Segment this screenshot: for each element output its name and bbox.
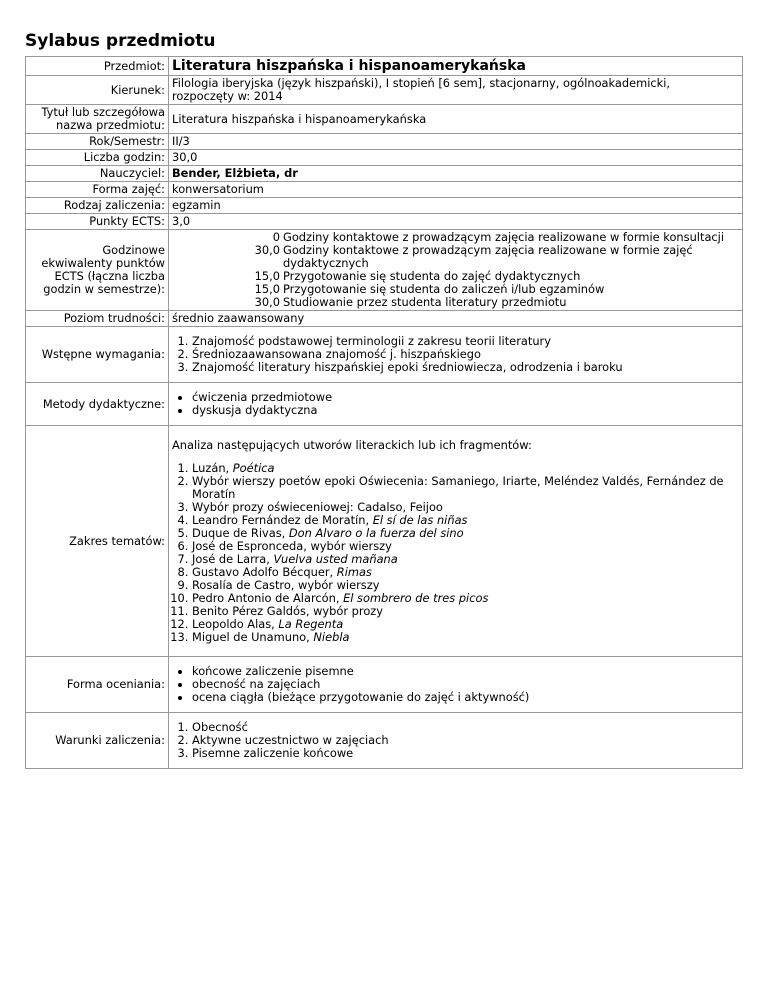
ects-item	[169, 296, 739, 309]
label-kierunek: Kierunek:	[26, 76, 169, 105]
row-forma-zajec	[26, 182, 743, 198]
row-oceniania	[26, 657, 743, 713]
row-poziom	[26, 311, 743, 327]
label-tytul	[26, 105, 169, 134]
ects-desc: Przygotowanie się studenta do zajęć dydaktycznych	[283, 269, 581, 283]
row-warunki	[26, 713, 743, 769]
label-rok: Rok/Semestr:	[26, 134, 169, 150]
value-zakres	[169, 426, 743, 657]
row-godzinowe	[26, 230, 743, 311]
wstepne-list	[172, 335, 739, 374]
value-warunki	[169, 713, 743, 769]
ects-hours: 15,0	[254, 269, 280, 283]
metody-list	[172, 391, 739, 417]
label-godzinowe	[26, 230, 169, 311]
value-kierunek	[169, 76, 743, 105]
list-item: 3. Wybór prozy oświeceniowej: Cadalso, Feijoo	[192, 501, 739, 514]
label-zakres: Zakres tematów:	[26, 426, 169, 657]
list-item: 12. Leopoldo Alas, La Regenta	[192, 618, 739, 631]
value-poziom: średnio zaawansowany	[169, 311, 743, 327]
label-forma-zajec: Forma zajęć:	[26, 182, 169, 198]
list-item: • ocena ciągła (bieżące przygotowanie do zajęć i aktywność)	[192, 691, 739, 704]
label-tytul-line1: Tytuł lub szczegółowa	[41, 105, 165, 119]
value-kierunek-line1: Filologia iberyjska (język hiszpański), I stopień [6 sem], stacjonarny, ogólnoakademicki,	[172, 76, 671, 90]
list-item: 2. Średniozaawansowana znajomość j. hiszpańskiego	[192, 348, 739, 361]
label-godzinowe-line1: Godzinowe	[102, 243, 165, 257]
row-nauczyciel	[26, 166, 743, 182]
value-rok: II/3	[169, 134, 743, 150]
label-wstepne: Wstępne wymagania:	[26, 327, 169, 383]
list-item: 10. Pedro Antonio de Alarcón, El sombrero de tres picos	[192, 592, 739, 605]
row-tytul	[26, 105, 743, 134]
label-godzinowe-line3: ECTS (łączna liczba	[54, 269, 165, 283]
ects-desc: Przygotowanie się studenta do zaliczeń i/lub egzaminów	[283, 282, 605, 296]
list-item: • końcowe zaliczenie pisemne	[192, 665, 739, 678]
label-godzinowe-line2: ekwiwalenty punktów	[41, 256, 165, 270]
ects-hours: 15,0	[254, 282, 280, 296]
zakres-intro: Analiza następujących utworów literackich lub ich fragmentów:	[172, 438, 532, 452]
page-title: Sylabus przedmiotu	[25, 31, 216, 51]
ects-item	[169, 244, 739, 270]
list-item: 5. Duque de Rivas, Don Alvaro o la fuerza del sino	[192, 527, 739, 540]
value-liczba-godzin: 30,0	[169, 150, 743, 166]
list-item: • ćwiczenia przedmiotowe	[192, 391, 739, 404]
row-kierunek	[26, 76, 743, 105]
list-item: 9. Rosalía de Castro, wybór wierszy	[192, 579, 739, 592]
row-rodzaj-zaliczenia	[26, 198, 743, 214]
zakres-list	[172, 462, 739, 644]
label-przedmiot: Przedmiot:	[26, 57, 169, 76]
value-przedmiot: Literatura hiszpańska i hispanoamerykańska	[169, 57, 743, 76]
value-tytul: Literatura hiszpańska i hispanoamerykańska	[169, 105, 743, 134]
ects-desc: Studiowanie przez studenta literatury przedmiotu	[283, 295, 567, 309]
label-punkty-ects: Punkty ECTS:	[26, 214, 169, 230]
label-warunki: Warunki zaliczenia:	[26, 713, 169, 769]
row-metody	[26, 383, 743, 426]
row-zakres	[26, 426, 743, 657]
label-poziom: Poziom trudności:	[26, 311, 169, 327]
value-punkty-ects: 3,0	[169, 214, 743, 230]
label-rodzaj-zaliczenia: Rodzaj zaliczenia:	[26, 198, 169, 214]
label-metody: Metody dydaktyczne:	[26, 383, 169, 426]
list-item: 13. Miguel de Unamuno, Niebla	[192, 631, 739, 644]
ects-hours: 30,0	[254, 243, 280, 257]
row-liczba-godzin	[26, 150, 743, 166]
label-godzinowe-line4: godzin w semestrze):	[43, 282, 165, 296]
ects-desc: Godziny kontaktowe z prowadzącym zajęcia realizowane w formie konsultacji	[283, 230, 725, 244]
list-item: 6. José de Espronceda, wybór wierszy	[192, 540, 739, 553]
row-wstepne	[26, 327, 743, 383]
value-godzinowe	[169, 230, 743, 311]
list-item: 1. Luzán, Poética	[192, 462, 739, 475]
list-item: • dyskusja dydaktyczna	[192, 404, 739, 417]
value-metody	[169, 383, 743, 426]
row-przedmiot	[26, 57, 743, 76]
list-item: • obecność na zajęciach	[192, 678, 739, 691]
label-nauczyciel: Nauczyciel:	[26, 166, 169, 182]
ects-hours: 30,0	[254, 295, 280, 309]
label-liczba-godzin: Liczba godzin:	[26, 150, 169, 166]
row-rok	[26, 134, 743, 150]
list-item: 11. Benito Pérez Galdós, wybór prozy	[192, 605, 739, 618]
list-item: 2. Wybór wierszy poetów epoki Oświecenia: Samaniego, Iriarte, Meléndez Valdés, Fernández de Moratín	[192, 475, 739, 501]
list-item: 1. Obecność	[192, 721, 739, 734]
list-item: 3. Pisemne zaliczenie końcowe	[192, 747, 739, 760]
value-oceniania	[169, 657, 743, 713]
list-item: 3. Znajomość literatury hiszpańskiej epoki średniowiecza, odrodzenia i baroku	[192, 361, 739, 374]
value-forma-zajec: konwersatorium	[169, 182, 743, 198]
row-punkty-ects	[26, 214, 743, 230]
warunki-list	[172, 721, 739, 760]
value-kierunek-line2: rozpoczęty w: 2014	[172, 89, 283, 103]
value-nauczyciel: Bender, Elżbieta, dr	[169, 166, 743, 182]
oceniania-list	[172, 665, 739, 704]
list-item: 4. Leandro Fernández de Moratín, El sí de las niñas	[192, 514, 739, 527]
label-tytul-line2: nazwa przedmiotu:	[56, 118, 165, 132]
syllabus-table	[25, 56, 743, 769]
value-rodzaj-zaliczenia: egzamin	[169, 198, 743, 214]
list-item: 2. Aktywne uczestnictwo w zajęciach	[192, 734, 739, 747]
value-wstepne	[169, 327, 743, 383]
ects-desc: Godziny kontaktowe z prowadzącym zajęcia realizowane w formie zajęć dydaktycznych	[283, 243, 693, 270]
label-oceniania: Forma oceniania:	[26, 657, 169, 713]
list-item: 1. Znajomość podstawowej terminologii z zakresu teorii literatury	[192, 335, 739, 348]
list-item: 7. José de Larra, Vuelva usted mañana	[192, 553, 739, 566]
list-item: 8. Gustavo Adolfo Bécquer, Rimas	[192, 566, 739, 579]
ects-hours: 0	[272, 230, 280, 244]
